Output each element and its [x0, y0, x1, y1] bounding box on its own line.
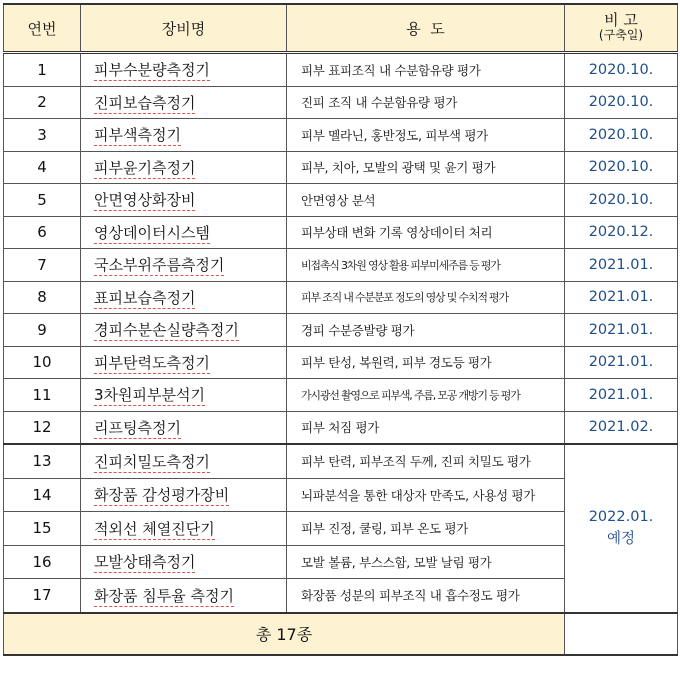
row-name-text: 경피수분손실량측정기 — [94, 321, 239, 340]
row-name-text: 피부색측정기 — [94, 126, 181, 145]
row-name-text: 진피보습측정기 — [94, 93, 196, 112]
row-use: 피부 처짐 평가 — [287, 411, 565, 444]
row-no: 8 — [4, 281, 81, 314]
row-name-text: 피부윤기측정기 — [94, 158, 196, 177]
merged-note-date: 2022.01. — [588, 509, 654, 526]
row-name-text: 적외선 체열진단기 — [94, 519, 215, 538]
table-row — [4, 346, 678, 379]
row-use: 피부 멜라닌, 홍반정도, 피부색 평가 — [287, 119, 565, 152]
row-use: 뇌파분석을 통한 대상자 만족도, 사용성 평가 — [287, 478, 565, 512]
row-no: 16 — [4, 545, 81, 579]
table-row — [4, 249, 678, 282]
row-note: 2020.10. — [565, 184, 678, 217]
row-note: 2020.10. — [565, 119, 678, 152]
row-name — [81, 281, 287, 314]
row-note: 2021.01. — [565, 314, 678, 347]
header-no: 연번 — [4, 4, 81, 53]
total-row — [4, 613, 678, 655]
row-no: 9 — [4, 314, 81, 347]
row-use: 피부 조직 내 수분분포 정도의 영상 및 수치적 평가 — [287, 281, 565, 314]
row-no: 17 — [4, 579, 81, 613]
table-row — [4, 444, 678, 478]
row-name — [81, 411, 287, 444]
equipment-table-wrapper — [3, 3, 677, 656]
row-no: 12 — [4, 411, 81, 444]
total-note-blank — [565, 613, 678, 655]
merged-note-cell — [565, 444, 678, 613]
row-note: 2021.01. — [565, 346, 678, 379]
row-name-text: 피부탄력도측정기 — [94, 353, 210, 372]
row-use: 비접촉식 3차원 영상 활용 피부미세주름 등 평가 — [287, 249, 565, 282]
row-note: 2021.01. — [565, 379, 678, 412]
table-row — [4, 281, 678, 314]
table-row — [4, 411, 678, 444]
table-row — [4, 379, 678, 412]
table-row — [4, 119, 678, 152]
row-use: 안면영상 분석 — [287, 184, 565, 217]
header-name: 장비명 — [81, 4, 287, 53]
total-count: 총 17종 — [4, 613, 565, 655]
row-name-text: 표피보습측정기 — [94, 288, 196, 307]
row-use: 가시광선 촬영으로 피부색, 주름, 모공 개방기 등 평가 — [287, 379, 565, 412]
row-name-text: 화장품 침투율 측정기 — [94, 586, 234, 605]
row-note: 2021.01. — [565, 249, 678, 282]
equipment-table — [3, 3, 678, 656]
row-no: 4 — [4, 151, 81, 184]
row-name — [81, 314, 287, 347]
row-name-text: 모발상태측정기 — [94, 553, 196, 572]
row-name-text: 화장품 감성평가장비 — [94, 486, 230, 505]
row-name — [81, 216, 287, 249]
row-no: 14 — [4, 478, 81, 512]
row-use: 진피 조직 내 수분함유량 평가 — [287, 86, 565, 119]
row-name — [81, 444, 287, 478]
row-no: 10 — [4, 346, 81, 379]
row-use: 피부상태 변화 기록 영상데이터 처리 — [287, 216, 565, 249]
row-note: 2021.02. — [565, 411, 678, 444]
merged-note-status: 예정 — [606, 531, 635, 548]
table-row — [4, 53, 678, 87]
row-no: 5 — [4, 184, 81, 217]
row-use: 피부 진정, 쿨링, 피부 온도 평가 — [287, 512, 565, 546]
row-no: 15 — [4, 512, 81, 546]
row-name — [81, 478, 287, 512]
row-note: 2020.12. — [565, 216, 678, 249]
row-note: 2020.10. — [565, 86, 678, 119]
row-name — [81, 249, 287, 282]
row-name — [81, 86, 287, 119]
table-row — [4, 184, 678, 217]
row-name — [81, 53, 287, 87]
row-name-text: 3차원피부분석기 — [94, 386, 205, 405]
row-name-text: 안면영상화장비 — [94, 191, 196, 210]
table-row — [4, 151, 678, 184]
row-use: 화장품 성분의 피부조직 내 흡수정도 평가 — [287, 579, 565, 613]
row-note: 2021.01. — [565, 281, 678, 314]
row-no: 7 — [4, 249, 81, 282]
row-no: 3 — [4, 119, 81, 152]
row-use: 피부 표피조직 내 수분함유량 평가 — [287, 53, 565, 87]
row-no: 6 — [4, 216, 81, 249]
row-name — [81, 379, 287, 412]
row-name — [81, 151, 287, 184]
row-name — [81, 346, 287, 379]
table-row — [4, 314, 678, 347]
row-use: 피부 탄력, 피부조직 두께, 진피 치밀도 평가 — [287, 444, 565, 478]
row-name — [81, 545, 287, 579]
header-note-sub: (구축일) — [598, 28, 644, 42]
row-use: 모발 볼륨, 부스스함, 모발 날림 평가 — [287, 545, 565, 579]
row-name-text: 피부수분량측정기 — [94, 61, 210, 80]
row-use: 피부, 치아, 모발의 광택 및 윤기 평가 — [287, 151, 565, 184]
row-no: 11 — [4, 379, 81, 412]
row-no: 13 — [4, 444, 81, 478]
header-note — [565, 4, 678, 53]
table-row — [4, 216, 678, 249]
row-name — [81, 119, 287, 152]
table-header-row — [4, 4, 678, 53]
row-name — [81, 579, 287, 613]
header-note-label: 비 고 — [604, 11, 638, 29]
row-use: 피부 탄성, 복원력, 피부 경도등 평가 — [287, 346, 565, 379]
row-name-text: 국소부위주름측정기 — [94, 256, 225, 275]
row-no: 1 — [4, 53, 81, 87]
row-note: 2020.10. — [565, 151, 678, 184]
row-use: 경피 수분증발량 평가 — [287, 314, 565, 347]
header-use: 용 도 — [287, 4, 565, 53]
row-name-text: 리프팅측정기 — [94, 418, 181, 437]
row-note: 2020.10. — [565, 53, 678, 87]
row-name-text: 진피치밀도측정기 — [94, 452, 210, 471]
row-name-text: 영상데이터시스템 — [94, 223, 210, 242]
row-name — [81, 512, 287, 546]
table-row — [4, 86, 678, 119]
row-no: 2 — [4, 86, 81, 119]
row-name — [81, 184, 287, 217]
